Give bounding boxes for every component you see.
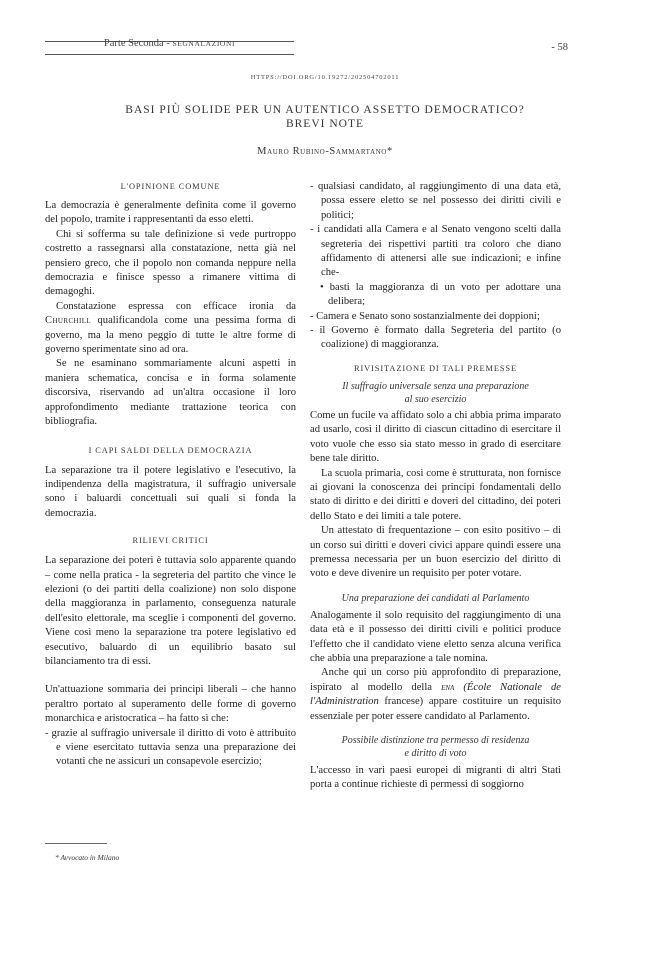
paragraph: L'accesso in vari paesi europei di migranti di altri Stati porta a continue richieste di permessi di soggiorno: [310, 765, 561, 791]
paragraph: Un'attuazione sommaria dei principi liberali – che hanno peraltro portato al superamento delle forme di governo monarchica e aristocratica – ha fatto sì che:: [45, 684, 296, 725]
title-line-2: BREVI NOTE: [285, 118, 365, 130]
paragraph: Un attestato di frequentazione – con esito positivo – di un corso sui diritti e doveri civici appare quindi essere una premessa necessaria per un buon esercizio del diritto di voto e deve divenire un requisito per poter votare.: [310, 525, 561, 580]
paragraph: Se ne esaminano sommariamente alcuni aspetti in maniera schematica, concisa e in forma solamente discorsiva, riservando ad un'altra occasione il loro approfondimento mediante trattazione teorica con bibliografia.: [45, 358, 296, 428]
left-column: [45, 180, 296, 770]
title-line-1: BASI PIÙ SOLIDE PER UN AUTENTICO ASSETTO DEMOCRATICO?: [125, 104, 525, 116]
footnote: * Avvocato in Milano: [55, 853, 120, 862]
author-name: Mauro Rubino-Sammartano*: [257, 146, 393, 157]
paragraph: Anche qui un corso più approfondito di preparazione, ispirato al modello della ena (École Nationale de l'Administration francese) appare costituire un requisito essenziale per poter essere candidato al Parlamento.: [310, 667, 561, 722]
page-number: - 58: [551, 42, 568, 53]
header-rule-bottom: [45, 54, 294, 55]
paragraph: La democrazia è generalmente definita come il governo del popolo, tramite i rappresentanti da esso eletti.: [45, 200, 296, 226]
section-heading: I CAPI SALDI DELLA DEMOCRAZIA: [88, 445, 253, 455]
right-column: [310, 180, 561, 793]
list-item: - il Governo è formato dalla Segreteria del partito (o coalizione) di maggioranza.: [310, 325, 561, 351]
list-item: - grazie al suffragio universale il diritto di voto è attribuito e viene esercitato tuttavia senza una preparazione dei votanti che ne assicuri un consapevole esercizio;: [45, 727, 296, 768]
section-heading: L'OPINIONE COMUNE: [120, 182, 221, 191]
paragraph: La separazione tra il potere legislativo e l'esecutivo, la indipendenza della magistratura, il suffragio universale sono i baluardi concettuali sui quali si fonda la democrazia.: [45, 464, 296, 519]
footnote-rule: [45, 843, 107, 844]
paragraph: La separazione dei poteri è tuttavia solo apparente quando – come nella pratica - la segreteria del partito che vince le elezioni (o dei partiti della coalizione) non solo dispone della maggioranza in parlamento, conseguenza naturale dell'esito elettorale, ma sceglie i componenti del governo. Viene così meno la separazione tra potere legislativo ed esecutivo, baluardo di un equilibrio basato sul bilanciamento tra di essi.: [45, 555, 296, 667]
paragraph: Constatazione espressa con efficace ironia da Churchill qualificandola come una pessima forma di governo, ma la meno peggio di tutte le altre forme di governo sperimentate sino ad ora.: [45, 300, 296, 356]
running-head: Parte Seconda - SEGNALAZIONI: [103, 38, 236, 49]
section-heading: RILIEVI CRITICI: [132, 536, 209, 546]
subsection-heading: Una preparazione dei candidati al Parlamento: [341, 592, 530, 604]
paragraph: Come un fucile va affidato solo a chi abbia prima imparato ad usarlo, così il diritto di ciascun cittadino di esercitare il voto vuole che esso sia stato messo in grado di esercitare bene tale diritto.: [310, 409, 561, 465]
subsection-heading: Possibile distinzione tra permesso di residenza e diritto di voto: [341, 735, 530, 759]
section-heading: RIVISITAZIONE DI TALI PREMESSE: [354, 363, 517, 373]
article-title: [0, 103, 650, 131]
list-item: - Camera e Senato sono sostanzialmente dei doppioni;: [310, 310, 540, 322]
doi-link[interactable]: HTTPS://DOI.ORG/10.19272/202504702011: [250, 74, 400, 81]
paragraph: Chi si sofferma su tale definizione si vede purtroppo costretto a rassegnarsi alla constatazione, netta già nel pensiero greco, che il popolo non comanda neppure nella democrazia e finisce spesso a rimanere vittima di demagoghi.: [45, 228, 296, 298]
list-item: - qualsiasi candidato, al raggiungimento di una data età, possa essere eletto se nel possesso dei diritti civili e politici;: [310, 181, 561, 221]
list-item: - i candidati alla Camera e al Senato vengono scelti dalla segreteria dei rispettivi partiti tra coloro che diano affidamento di attenersi alle sue indicazioni; e infine che-: [310, 224, 561, 279]
paragraph: La scuola primaria, così come è strutturata, non fornisce ai giovani la conoscenza dei principi fondamentali dello stato di diritto e dei diritti e doveri del cittadino, dei poteri dello Stato e dei limiti a tale potere.: [310, 467, 561, 522]
paragraph: Analogamente il solo requisito del raggiungimento di una data età e il possesso dei diritti civili e politici produce l'effetto che il candidato viene eletto senza alcuna verifica che abbia una preparazione a tale nomina.: [310, 609, 561, 664]
subsection-heading: Il suffragio universale senza una preparazione al suo esercizio: [342, 380, 529, 405]
list-item: • basti la maggioranza di un voto per adottare una delibera;: [320, 281, 561, 308]
